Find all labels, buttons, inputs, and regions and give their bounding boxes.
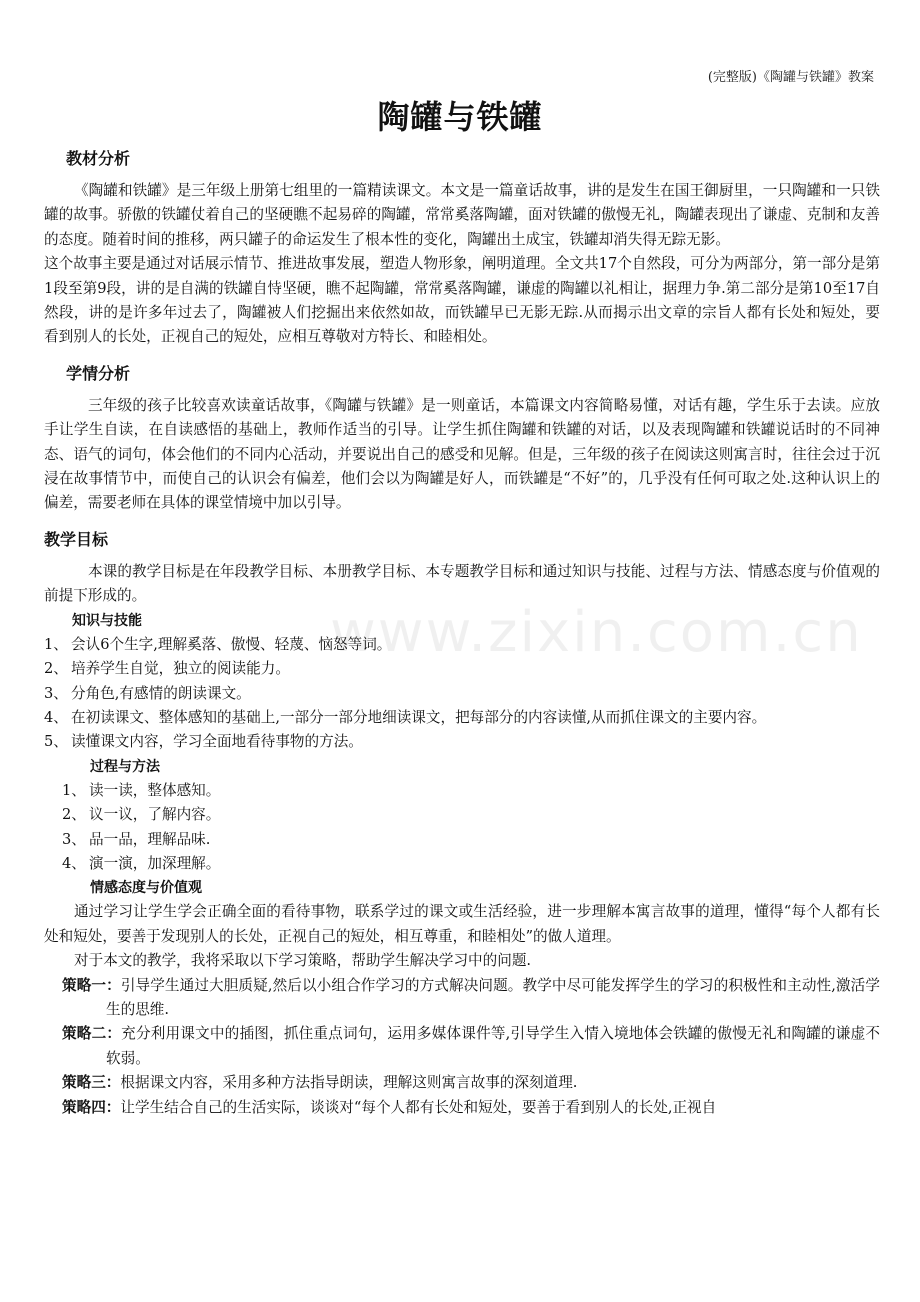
strategy-label: 策略二： [62,1025,122,1043]
list-item [44,682,880,706]
paragraph: 通过学习让学生学会正确全面的看待事物，联系学过的课文或生活经验，进一步理解本寓言故事的道理，懂得“每个人都有长处和短处，要善于发现别人的长处，正视自己的短处，相互尊重，和睦相处”的做人道理。 [44,903,880,945]
list-item [44,730,880,754]
list-text: 在初读课文、整体感知的基础上,一部分一部分地细读课文，把每部分的内容读懂,从而抓住课文的主要内容。 [71,708,767,726]
sub-heading-process: 过程与方法 [90,758,160,775]
list-item [62,779,880,803]
knowledge-list [44,633,880,755]
list-number: 1、 [62,781,86,799]
strategy-list [44,974,880,1120]
strategy-text: 引导学生通过大胆质疑,然后以小组合作学习的方式解决问题。教学中尽可能发挥学生的学习的积极性和主动性,激活学生的思维. [106,976,880,1018]
list-item [44,657,880,681]
strategy-label: 策略一： [62,976,121,994]
list-text: 读一读，整体感知。 [89,781,221,799]
list-item [44,633,880,657]
list-item [44,706,880,730]
section-heading-goals: 教学目标 [44,529,109,549]
watermark: www.zixin.com.cn [330,600,863,665]
paragraph: 《陶罐和铁罐》是三年级上册第七组里的一篇精读课文。本文是一篇童话故事，讲的是发生在国王御厨里，一只陶罐和一只铁罐的故事。骄傲的铁罐仗着自己的坚硬瞧不起易碎的陶罐，常常奚落陶罐，面对铁罐的傲慢无礼，陶罐表现出了谦虚、克制和友善的态度。随着时间的推移，两只罐子的命运发生了根本性的变化，陶罐出土成宝，铁罐却消失得无踪无影。 [44,182,880,248]
list-number: 5、 [44,733,68,751]
strategy-item [44,1071,880,1095]
strategy-label: 策略三： [62,1074,121,1092]
sub-heading-knowledge: 知识与技能 [72,612,142,629]
list-text: 议一议，了解内容。 [89,806,221,824]
list-number: 1、 [44,635,68,653]
list-number: 4、 [62,854,86,872]
strategy-item [44,1096,880,1120]
list-text: 品一品，理解品味. [89,830,211,848]
sub-heading-values: 情感态度与价值观 [90,880,202,897]
strategy-label: 策略四： [62,1098,121,1116]
paragraph: 三年级的孩子比较喜欢读童话故事，《陶罐与铁罐》是一则童话，本篇课文内容简略易懂，对话有趣，学生乐于去读。应放手让学生自读，在自读感悟的基础上，教师作适当的引导。让学生抓住陶罐和铁罐的对话，以及表现陶罐和铁罐说话时的不同神态、语气的词句，体会他们的不同内心活动，并要说出自己的感受和见解。但是，三年级的孩子在阅读这则寓言时，往往会过于沉浸在故事情节中，而使自己的认识会有偏差，他们会以为陶罐是好人，而铁罐是“不好”的，几乎没有任何可取之处.这种认识上的偏差，需要老师在具体的课堂情境中加以引导。 [44,396,880,512]
strategy-item [44,974,880,1023]
list-number: 3、 [62,830,86,848]
strategy-text: 根据课文内容，采用多种方法指导朗读，理解这则寓言故事的深刻道理. [120,1074,578,1092]
list-number: 2、 [44,660,68,678]
strategy-text: 让学生结合自己的生活实际，谈谈对“每个人都有长处和短处，要善于看到别人的长处,正视自 [120,1098,717,1116]
list-text: 分角色,有感情的朗读课文。 [71,684,251,702]
list-number: 3、 [44,684,68,702]
list-number: 4、 [44,708,68,726]
paragraph: 对于本文的教学，我将采取以下学习策略，帮助学生解决学习中的问题. [74,952,532,970]
strategy-text: 充分利用课文中的插图，抓住重点词句，运用多媒体课件等,引导学生入情入境地体会铁罐的傲慢无礼和陶罐的谦虚不软弱。 [106,1025,880,1067]
list-number: 2、 [62,806,86,824]
page-title: 陶罐与铁罐 [377,98,543,136]
paragraph: 这个故事主要是通过对话展示情节、推进故事发展，塑造人物形象，阐明道理。全文共17个自然段，可分为两部分，第一部分是第1段至第9段，讲的是自满的铁罐自恃坚硬，瞧不起陶罐，常常奚落陶罐，谦虚的陶罐以礼相让，据理力争.第二部分是第10至17自然段，讲的是许多年过去了，陶罐被人们挖掘出来依然如故，而铁罐早已无影无踪.从而揭示出文章的宗旨人都有长处和短处，要看到别人的长处，正视自己的短处，应相互尊敬对方特长、和睦相处。 [44,255,880,346]
list-text: 会认6个生字,理解奚落、傲慢、轻蔑、恼怒等词。 [71,635,392,653]
list-text: 演一演，加深理解。 [89,854,221,872]
header-note: (完整版)《陶罐与铁罐》教案 [707,70,874,85]
paragraph: 本课的教学目标是在年段教学目标、本册教学目标、本专题教学目标和通过知识与技能、过程与方法、情感态度与价值观的前提下形成的。 [44,562,880,605]
section-heading-analysis: 教材分析 [66,149,131,168]
document-body [44,147,880,1120]
list-item [62,828,880,852]
list-item [62,852,880,876]
list-text: 培养学生自觉，独立的阅读能力。 [71,660,290,678]
section-heading-students: 学情分析 [66,363,131,383]
process-list [44,779,880,877]
list-text: 读懂课文内容，学习全面地看待事物的方法。 [71,733,363,751]
strategy-item [44,1022,880,1071]
list-item [62,803,880,827]
